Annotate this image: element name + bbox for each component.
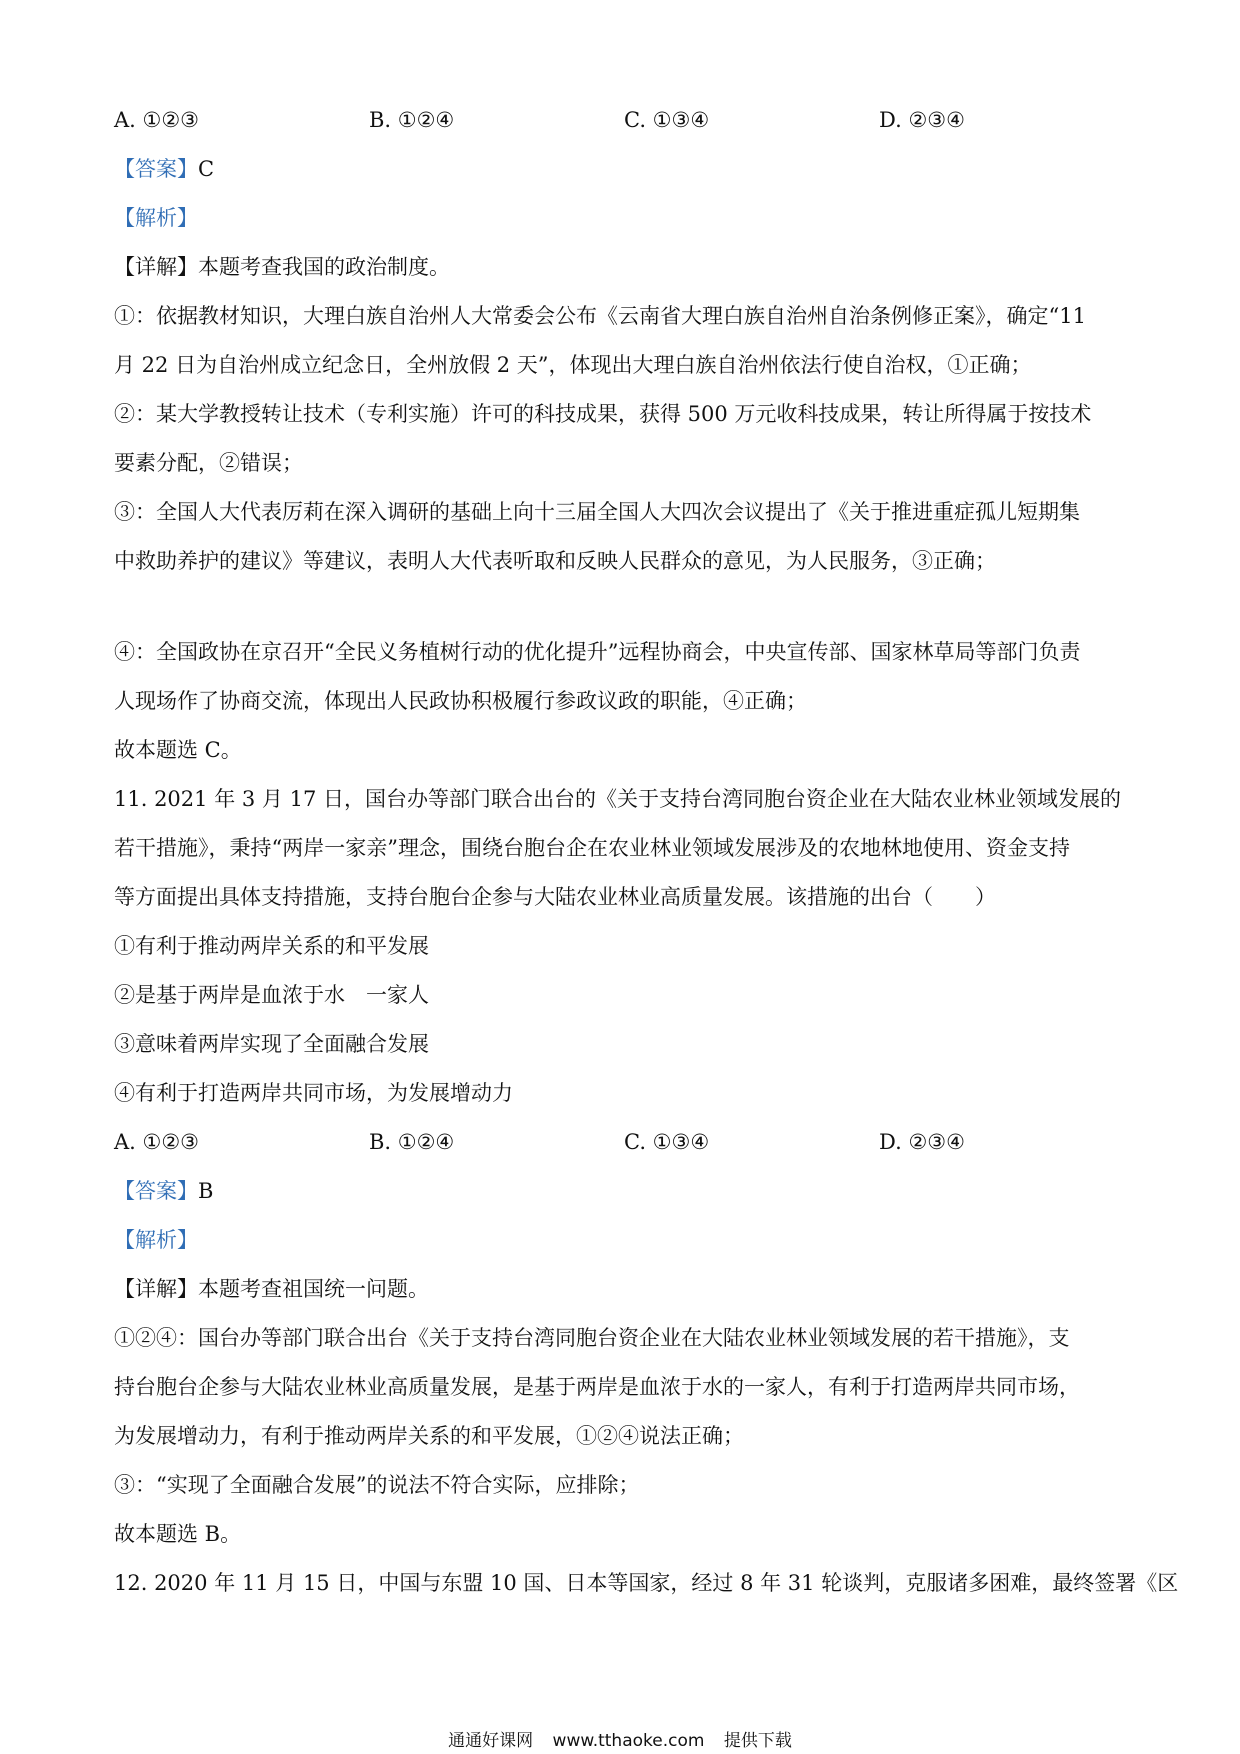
paragraph-gap (114, 586, 1134, 628)
q10-analysis (114, 194, 1134, 243)
q11-explain-1: 【详解】本题考查祖国统一问题。 (114, 1277, 429, 1301)
q11-explain-4: 为发展增动力，有利于推动两岸关系的和平发展，①②④说法正确； (114, 1424, 744, 1448)
q11-explain-3: 持台胞台企参与大陆农业林业高质量发展，是基于两岸是血浓于水的一家人，有利于打造两岸共同市场， (114, 1375, 1080, 1399)
q10-line-3: 月 22 日为自治州成立纪念日，全州放假 2 天”，体现出大理白族自治州依法行使自治权，①正确； (114, 353, 1032, 377)
q10-option-d: D. ②③④ (879, 108, 965, 132)
q10-analysis-tag: 【解析】 (114, 206, 198, 230)
q11-stem-3: 等方面提出具体支持措施，支持台胞台企参与大陆农业林业高质量发展。该措施的出台（ ） (114, 885, 996, 909)
q10-line-4: ②：某大学教授转让技术（专利实施）许可的科技成果，获得 500 万元收科技成果，转让所得属于按技术 (114, 402, 1092, 426)
q11-stem-1: 11. 2021 年 3 月 17 日，国台办等部门联合出台的《关于支持台湾同胞台资企业在大陆农业林业领域发展的 (114, 787, 1121, 811)
q10-line-5: 要素分配，②错误； (114, 451, 303, 475)
q10-conclusion: 故本题选 C。 (114, 738, 242, 762)
q11-stem-2: 若干措施》，秉持“两岸一家亲”理念，围绕台胞台企在农业林业领域发展涉及的农地林地使用、资金支持 (114, 836, 1070, 860)
q10-line-7: 中救助养护的建议》等建议，表明人大代表听取和反映人民群众的意见，为人民服务，③正确； (114, 549, 996, 573)
q10-line-8: ④：全国政协在京召开“全民义务植树行动的优化提升”远程协商会，中央宣传部、国家林草局等部门负责 (114, 640, 1081, 664)
q10-option-c: C. ①③④ (624, 108, 710, 132)
q11-option-c: C. ①③④ (624, 1130, 710, 1154)
page-footer (0, 1726, 1240, 1751)
q11-statement-3: ③意味着两岸实现了全面融合发展 (114, 1032, 429, 1056)
q11-options (114, 1118, 1134, 1167)
q10-option-b: B. ①②④ (369, 108, 455, 132)
q11-answer-value: B (198, 1179, 214, 1203)
q12-stem-1: 12. 2020 年 11 月 15 日，中国与东盟 10 国、日本等国家，经过 8 年 31 轮谈判，克服诸多困难，最终签署《区 (114, 1571, 1179, 1595)
q11-conclusion: 故本题选 B。 (114, 1522, 242, 1546)
q11-statement-4: ④有利于打造两岸共同市场，为发展增动力 (114, 1081, 513, 1105)
page-content (114, 96, 1179, 1608)
q11-explain-5: ③：“实现了全面融合发展”的说法不符合实际，应排除； (114, 1473, 640, 1497)
footer-site-name: 通通好课网 (448, 1731, 534, 1751)
q10-options (114, 96, 1134, 145)
q11-option-d: D. ②③④ (879, 1130, 965, 1154)
q10-answer-tag: 【答案】 (114, 157, 198, 181)
q11-analysis (114, 1216, 1134, 1265)
q10-line-9: 人现场作了协商交流，体现出人民政协积极履行参政议政的职能，④正确； (114, 689, 807, 713)
q10-answer-value: C (198, 157, 215, 181)
q11-option-b: B. ①②④ (369, 1130, 455, 1154)
q11-answer-tag: 【答案】 (114, 1179, 198, 1203)
q11-explain-2: ①②④：国台办等部门联合出台《关于支持台湾同胞台资企业在大陆农业林业领域发展的若干措施》，支 (114, 1326, 1070, 1350)
q10-line-6: ③：全国人大代表厉莉在深入调研的基础上向十三届全国人大四次会议提出了《关于推进重症孤儿短期集 (114, 500, 1080, 524)
q11-analysis-tag: 【解析】 (114, 1228, 198, 1252)
q10-option-a: A. ①②③ (114, 108, 199, 132)
q11-option-a: A. ①②③ (114, 1130, 199, 1154)
q11-statement-1: ①有利于推动两岸关系的和平发展 (114, 934, 429, 958)
footer-url[interactable]: www.tthaoke.com (552, 1731, 705, 1751)
q11-answer (114, 1167, 1134, 1216)
q10-answer (114, 145, 1134, 194)
footer-action: 提供下载 (723, 1731, 792, 1751)
q11-statement-2: ②是基于两岸是血浓于水 一家人 (114, 983, 429, 1007)
q10-line-2: ①：依据教材知识，大理白族自治州人大常委会公布《云南省大理白族自治州自治条例修正案》，确定“11 (114, 304, 1086, 328)
q10-line-1: 【详解】本题考查我国的政治制度。 (114, 255, 450, 279)
